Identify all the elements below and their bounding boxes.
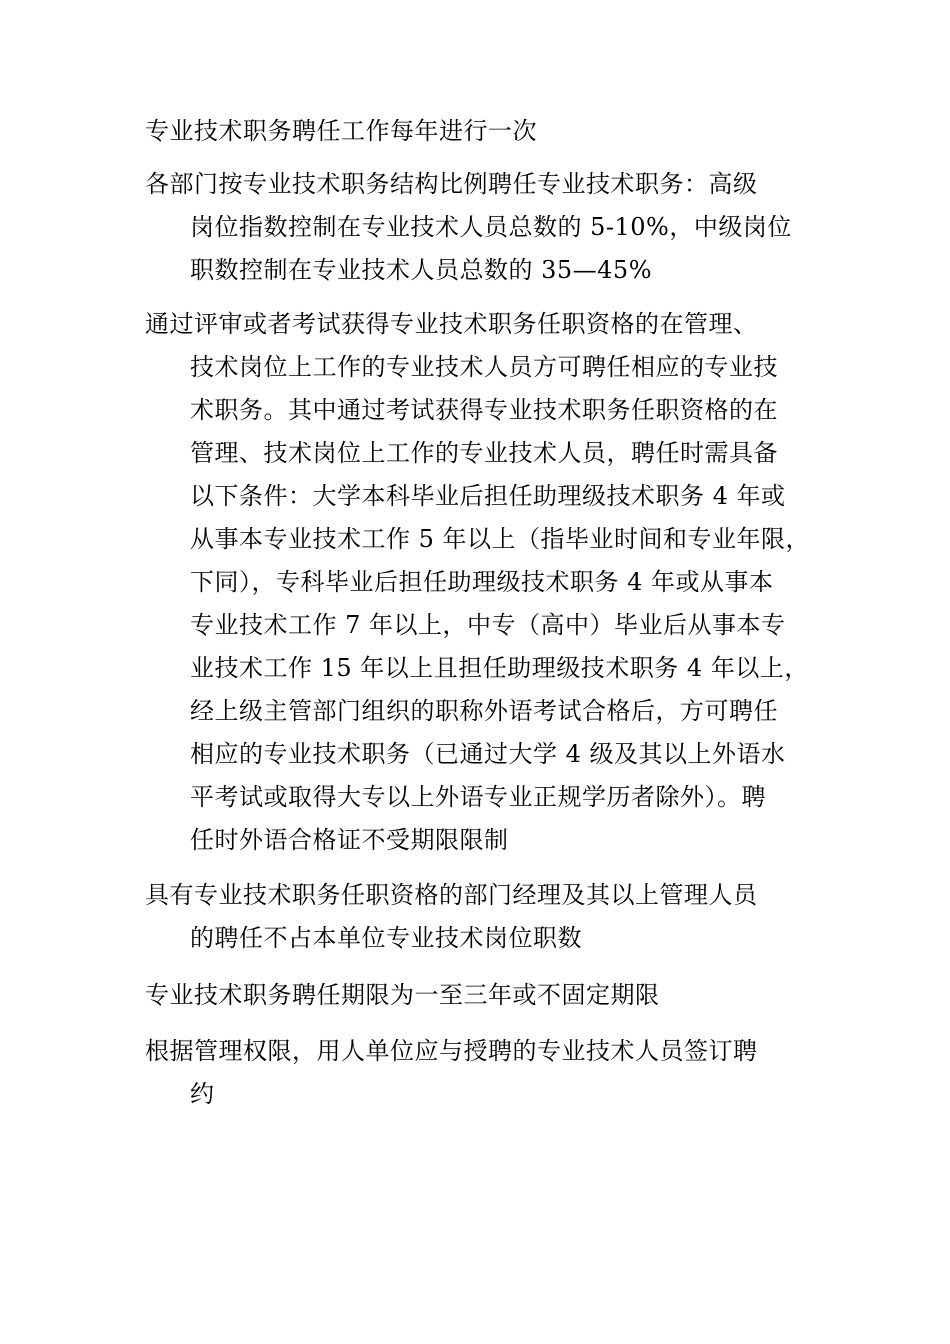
paragraph-appointment-frequency: [145, 110, 805, 153]
text-line: 的聘任不占本单位专业技术岗位职数: [190, 924, 582, 952]
text-line: 从事本专业技术工作 5 年以上（指毕业时间和专业年限，: [190, 525, 811, 553]
text-line: 术职务。其中通过考试获得专业技术职务任职资格的在: [190, 396, 778, 424]
text-line: 专业技术工作 7 年以上，中专（高中）毕业后从事本专: [190, 611, 786, 639]
text-line: 下同），专科毕业后担任助理级技术职务 4 年或从事本: [190, 568, 774, 596]
paragraph-appointment-term: [145, 974, 805, 1017]
text-line: 约: [190, 1080, 215, 1108]
paragraph-qualification-conditions: [145, 303, 811, 862]
text-line: 业技术工作 15 年以上且担任助理级技术职务 4 年以上，: [190, 654, 809, 682]
text-line: 具有专业技术职务任职资格的部门经理及其以上管理人员: [145, 881, 758, 909]
text-line: 技术岗位上工作的专业技术人员方可聘任相应的专业技: [190, 353, 778, 381]
text-line: 相应的专业技术职务（已通过大学 4 级及其以上外语水: [190, 740, 786, 768]
text-line: 岗位指数控制在专业技术人员总数的 5-10%，中级岗位: [190, 213, 792, 241]
text-line: 专业技术职务聘任期限为一至三年或不固定期限: [145, 981, 660, 1009]
paragraph-managers-exemption: [145, 874, 805, 960]
text-line: 任时外语合格证不受期限限制: [190, 826, 509, 854]
text-line: 各部门按专业技术职务结构比例聘任专业技术职务：高级: [145, 170, 758, 198]
text-line: 根据管理权限，用人单位应与授聘的专业技术人员签订聘: [145, 1037, 758, 1065]
paragraph-structure-ratio: [145, 163, 805, 292]
text-line: 平考试或取得大专以上外语专业正规学历者除外）。聘: [190, 783, 766, 811]
text-line: 通过评审或者考试获得专业技术职务任职资格的在管理、: [145, 310, 758, 338]
text-line: 以下条件：大学本科毕业后担任助理级技术职务 4 年或: [190, 482, 786, 510]
text-line: 管理、技术岗位上工作的专业技术人员，聘任时需具备: [190, 439, 778, 467]
text-line: 专业技术职务聘任工作每年进行一次: [145, 117, 537, 145]
paragraph-contract-signing: [145, 1030, 805, 1116]
text-line: 职数控制在专业技术人员总数的 35—45%: [190, 256, 653, 284]
text-line: 经上级主管部门组织的职称外语考试合格后，方可聘任: [190, 697, 778, 725]
